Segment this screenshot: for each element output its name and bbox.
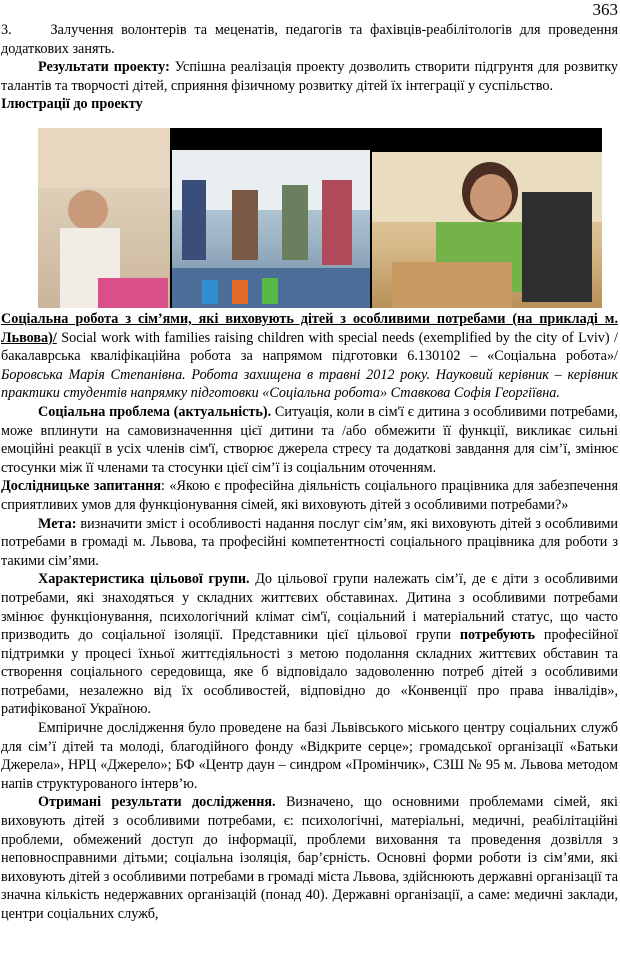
photo-girl-playing [372,152,602,308]
question-paragraph [1,477,618,514]
question-text: : «Якою є професійна діяльність соціального працівника для забезпечення сприятливих умов для функціонування сімей, які виховують дітей з особливими потребами?» [1,478,618,513]
page-number: 363 [592,0,618,19]
empirical-paragraph: Емпіричне дослідження було проведене на базі Львівського міського центру соціальних служб для сім’ї дітей та молоді, благодійного фонду «Відкрите серце»; громадської організації «Батьки Джерела», НРЦ «Джерело»; БФ «Центр даун – синдром «Промінчик», СЗШ № 95 м. Львова методом напів структурованого інтерв’ю. [1,720,618,792]
main-text-block [1,310,618,924]
target-text-2: професійної підтримки у процесі їхньої життєдіяльності з метою подолання складних життєвих обставин та створення соціального середовища, яке б відповідало задоволенню потреб дітей з особливими потребами, незалежно від їх особливостей, відповідно до «Конвенції про права інвалідів», ратифікованої Україною. [1,627,618,718]
problem-label: Соціальна проблема (актуальність). [38,403,272,420]
results2-text: Визначено, що основними проблемами сімей, які виховують дітей з особливими потребами, є: психологічні, матеріальні, медичні, реабілітаційні проблеми, обмежений доступ до інформації, проблеми виховання та проведення дозвілля з неповносправними дітьми; соціальна ізоляція, бар’єрність. Основні форми роботи із сім’ями, які виховують дітей з особливими потребами в громаді міста Львова, здійснюють державні організації та значна кількість недержавних організацій (понад 40). Державні організації, а саме: медичні заклади, центри соціальних служб, [1,794,618,922]
problem-paragraph [1,403,618,477]
work-author-info: Боровська Марія Степанівна. Робота захищена в травні 2012 року. Науковий керівник – керівник практики студентів напрямку підготовки «Соціальна робота» Ставкова Софія Георгіївна. [1,366,618,402]
work-description: Social work with families raising children with special needs (exemplified by the city of Lviv) / бакалаврська кваліфікаційна робота за напрямом підготовки 6.130102 – «Соціальна робота»/ [1,329,618,365]
results2-paragraph [1,793,618,923]
photo-group-with-children [172,150,370,308]
results-text: Успішна реалізація проекту дозволить створити підгрунтя для розвитку талантів та творчості дітей, сприяння фізичному розвитку дітей їх інтеграції у суспільство. [1,59,618,94]
target-bold-word: потребують [459,627,536,644]
results-label: Результати проекту: [38,59,170,76]
results2-label: Отримані результати дослідження. [38,794,276,811]
goal-label: Мета: [38,515,77,532]
goal-paragraph [1,515,618,571]
project-photos [38,128,602,308]
target-group-paragraph [1,570,618,719]
results-paragraph [1,58,618,95]
target-text-1: До цільової групи належать сім’ї, де є діти з особливими потребами, які знаходяться у складних життєвих обставинах. Дитина з особливими потребами змінює функціонування, психологічний клімат сім'ї, соціальний і матеріальний статус, що часто призводить до соціальної ізоляції. Представники цієї цільової групи [1,571,618,644]
goal-text: визначити зміст і особливості надання послуг сім’ям, які виховують дітей з особливими потребами в громаді м. Львова, та професійні компетентності соціального працівника для роботи з такими сім’ями. [1,515,618,569]
top-text-block [1,21,618,114]
target-label: Характеристика цільової групи. [38,571,250,588]
list-item-3: 3. Залучення волонтерів та меценатів, педагогів та фахівців-реабілітологів для проведення додаткових занять. [1,22,618,57]
photo-girl-with-walker [38,128,170,308]
work-citation [1,310,618,403]
problem-text: Ситуація, коли в сім'ї є дитина з особливими потребами, може вплинути на самовизначенння цієї дитини та /або обмежити її функції, викликає сильні емоційні реакції в усіх членів сім'ї, створює джерела стресу та додаткові завдання для сім’ї, змінює стосунки між її членами та стосунки цієї сім’ї із соціальним оточенням. [1,403,618,476]
work-title: Соціальна робота з сім’ями, які виховують дітей з особливими потребами (на прикладі м. Львова)/ [1,311,618,346]
illustrations-heading: Ілюстрації до проекту [1,96,143,113]
question-label: Дослідницьке запитання [1,478,162,495]
